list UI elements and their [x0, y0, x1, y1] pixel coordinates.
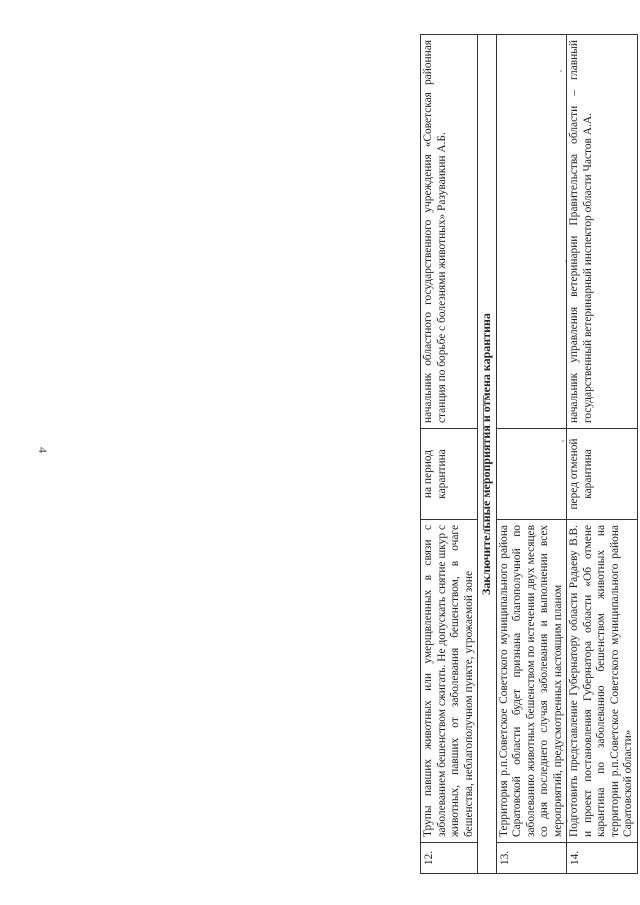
table-row	[421, 35, 478, 874]
measure-description: Подготовить представление Губернатору области Радаеву В.В. и проект постановления Губернатора области «Об отмене карантина по заболеванию бешенством животных на территории р.п.Советское Советского муниципального района Саратовской области»	[567, 520, 638, 843]
plan-table	[420, 34, 638, 874]
measure-description: Территория р.п.Советское Советского муниципального района Саратовской области будет признана благополучной по заболеванию животных бешенством по истечении двух месяцев со дня последнего случая заболевания и выполнении всех мероприятий, предусмотренных настоящим планом	[496, 520, 567, 843]
row-number: 12.	[421, 843, 478, 874]
measure-term	[496, 429, 567, 520]
row-number: 13.	[496, 843, 567, 874]
measure-term: на период карантина	[421, 429, 478, 520]
section-header: Заключительные мероприятия и отмена карантина	[478, 35, 497, 874]
table-row	[496, 35, 567, 874]
measure-description: Трупы павших животных или умерщвленных в связи с заболеванием бешенством сжигать. Не допускать снятие шкур с животных, павших от заболевания бешенством, в очаге бешенства, неблагополучном пункте, угрожаемой зоне	[421, 520, 478, 843]
table-row	[567, 35, 638, 874]
measure-responsible: начальник областного государственного учреждения «Советская районная станция по борьбе с болезнями животных» Разуваикин А.Б.	[421, 35, 478, 429]
page-number: 4	[36, 447, 50, 453]
row-number: 14.	[567, 843, 638, 874]
measure-responsible: начальник управления ветеринарии Правительства области – главный государственный ветеринарный инспектор области Частов А.А.	[567, 35, 638, 429]
section-row	[478, 35, 497, 874]
rotated-document	[420, 34, 640, 874]
measure-responsible	[496, 35, 567, 429]
measure-term: перед отменой карантина	[567, 429, 638, 520]
